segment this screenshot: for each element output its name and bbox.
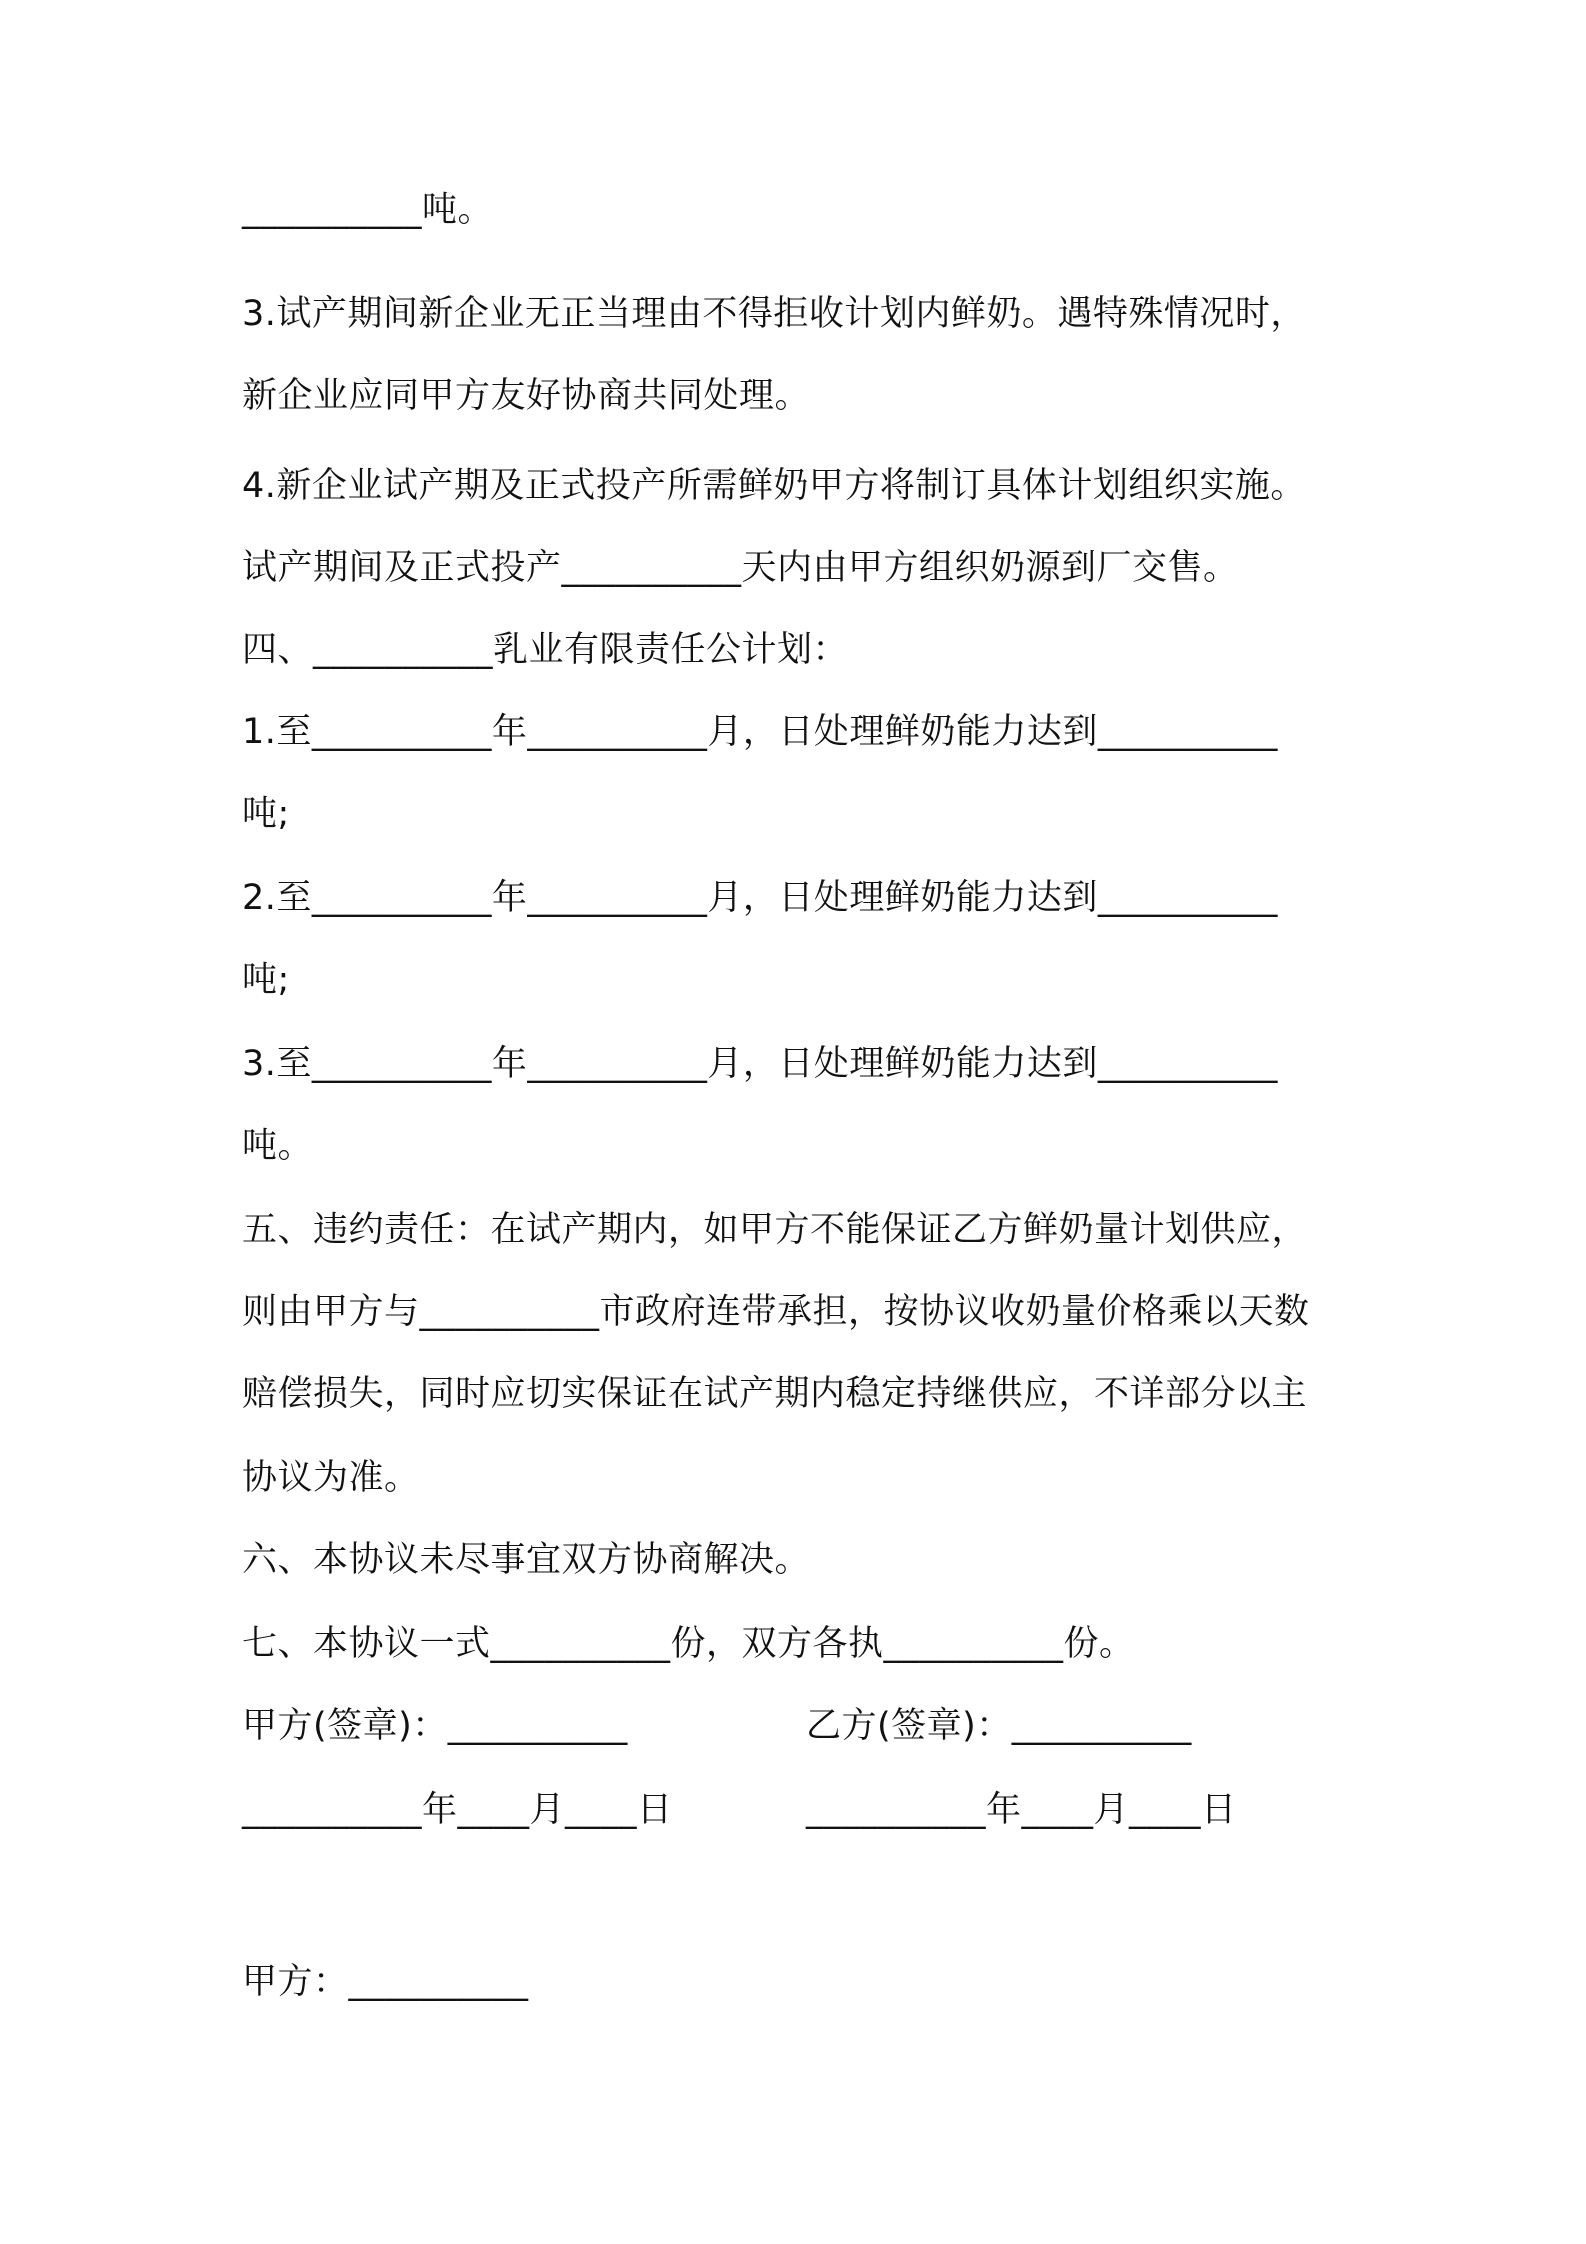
doc-line-10: 吨;	[242, 960, 290, 1000]
doc-line-11: 3.至__________年__________月，日处理鲜奶能力达到__________	[242, 1044, 1278, 1084]
doc-line-3: 新企业应同甲方友好协商共同处理。	[242, 376, 811, 416]
party-a-date: __________年____月____日	[242, 1790, 673, 1830]
doc-line-7: 1.至__________年__________月，日处理鲜奶能力达到__________	[242, 712, 1278, 752]
doc-line-9: 2.至__________年__________月，日处理鲜奶能力达到__________	[242, 878, 1278, 918]
doc-line-14: 则由甲方与__________市政府连带承担，按协议收奶量价格乘以天数	[242, 1292, 1310, 1332]
party-b-date: __________年____月____日	[806, 1790, 1237, 1830]
doc-line-18: 七、本协议一式__________份，双方各执__________份。	[242, 1624, 1135, 1664]
doc-line-16: 协议为准。	[242, 1458, 420, 1498]
footer-party-a: 甲方：__________	[242, 1962, 529, 2002]
doc-line-6: 四、__________乳业有限责任公计划：	[242, 630, 849, 670]
doc-line-1: __________吨。	[242, 190, 494, 230]
doc-line-8: 吨;	[242, 794, 290, 834]
doc-line-12: 吨。	[242, 1126, 314, 1166]
doc-line-4: 4.新企业试产期及正式投产所需鲜奶甲方将制订具体计划组织实施。	[242, 466, 1306, 506]
doc-line-2: 3.试产期间新企业无正当理由不得拒收计划内鲜奶。遇特殊情况时，	[242, 294, 1306, 334]
party-a-signature: 甲方(签章)：__________	[242, 1706, 628, 1746]
party-b-signature: 乙方(签章)：__________	[806, 1706, 1192, 1746]
doc-line-15: 赔偿损失，同时应切实保证在试产期内稳定持继供应，不详部分以主	[242, 1374, 1308, 1414]
doc-line-5: 试产期间及正式投产__________天内由甲方组织奶源到厂交售。	[242, 548, 1239, 588]
doc-line-13: 五、违约责任：在试产期内，如甲方不能保证乙方鲜奶量计划供应，	[242, 1210, 1308, 1250]
doc-line-17: 六、本协议未尽事宜双方协商解决。	[242, 1540, 811, 1580]
